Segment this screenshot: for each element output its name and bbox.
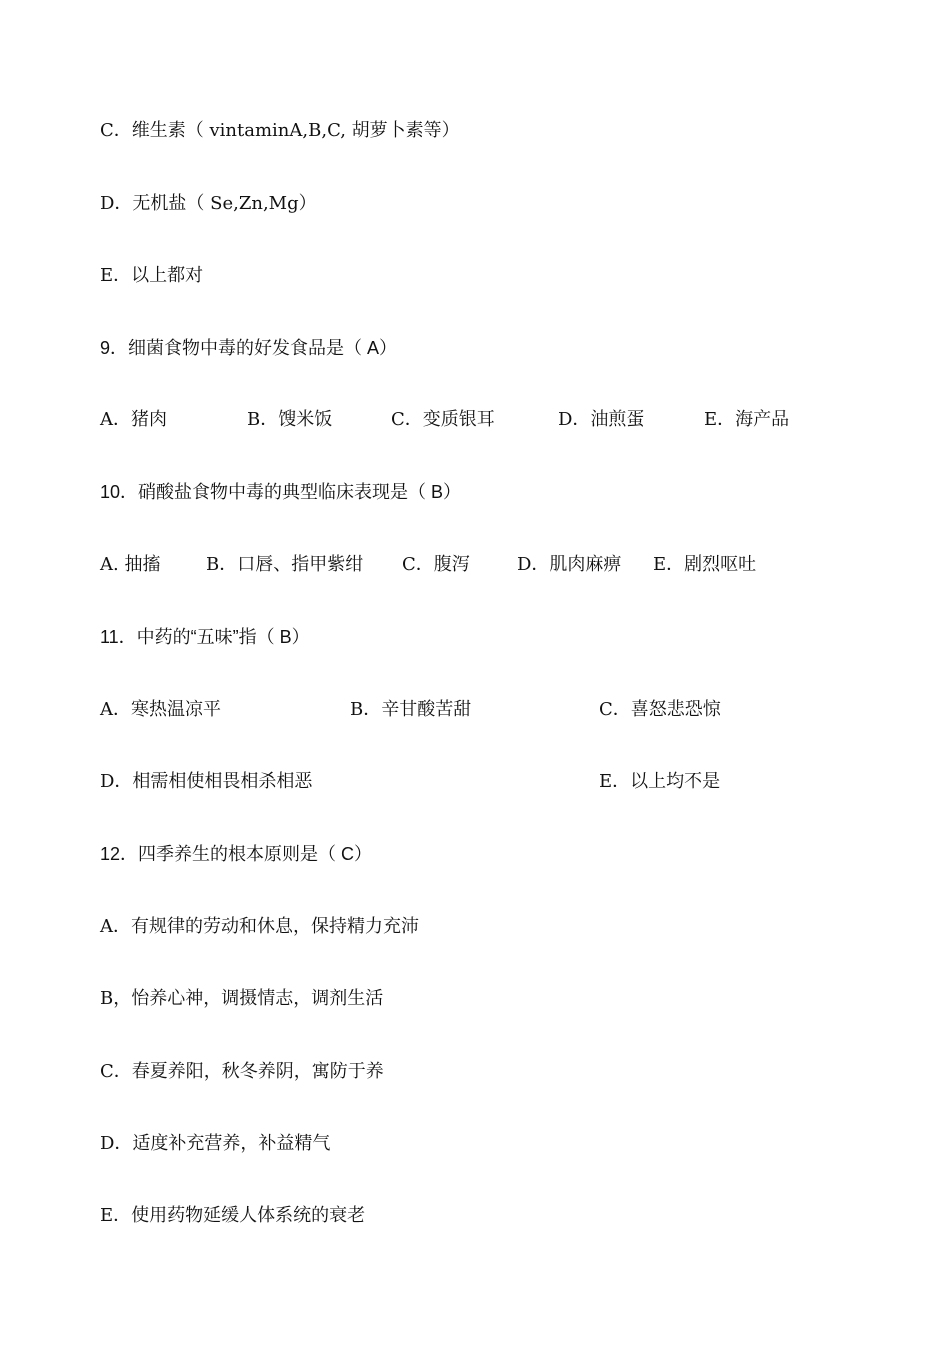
question-10-option-c: C．腹泻 [402, 554, 470, 575]
question-12-stem: 12．四季养生的根本原则是（ C） [100, 844, 373, 864]
option-line-d-minerals: D．无机盐（ Se,Zn,Mg） [100, 193, 317, 214]
question-11-options-row-1 [100, 696, 860, 724]
question-12-option-d: D．适度补充营养，补益精气 [100, 1133, 331, 1154]
question-11-option-a: A．寒热温凉平 [100, 699, 221, 720]
question-11-option-d: D．相需相使相畏相杀相恶 [100, 771, 313, 792]
question-9-option-d: D．油煎蛋 [558, 409, 645, 430]
question-10-option-e: E．剧烈呕吐 [653, 554, 757, 575]
question-10-option-a: A. 抽搐 [100, 554, 161, 575]
question-12-option-a: A．有规律的劳动和休息，保持精力充沛 [100, 916, 419, 937]
option-line-c-vitamins: C．维生素（ vintaminA,B,C, 胡萝卜素等） [100, 120, 460, 141]
question-10-option-b: B．口唇、指甲紫绀 [206, 554, 364, 575]
question-11-stem: 11．中药的“五味”指（ B） [100, 627, 310, 647]
option-line-e-all: E．以上都对 [100, 265, 204, 286]
question-9-option-e: E．海产品 [704, 409, 790, 430]
question-9-stem: 9．细菌食物中毒的好发食品是（ A） [100, 338, 398, 358]
question-11-option-c: C．喜怒悲恐惊 [599, 699, 721, 720]
question-9-option-a: A．猪肉 [100, 409, 167, 430]
question-11-option-b: B．辛甘酸苦甜 [350, 699, 472, 720]
question-11-option-e: E．以上均不是 [599, 771, 721, 792]
question-10-options [100, 551, 860, 579]
question-9-options [100, 406, 860, 434]
question-9-option-c: C．变质银耳 [391, 409, 495, 430]
question-10-stem: 10．硝酸盐食物中毒的典型临床表现是（ B） [100, 482, 462, 502]
question-12-option-b: B，怡养心神，调摄情志，调剂生活 [100, 988, 384, 1009]
question-12-option-e: E．使用药物延缓人体系统的衰老 [100, 1205, 366, 1226]
question-11-options-row-2 [100, 768, 860, 796]
question-9-option-b: B．馊米饭 [247, 409, 333, 430]
question-12-option-c: C．春夏养阳，秋冬养阴，寓防于养 [100, 1061, 384, 1082]
question-10-option-d: D．肌肉麻痹 [517, 554, 622, 575]
